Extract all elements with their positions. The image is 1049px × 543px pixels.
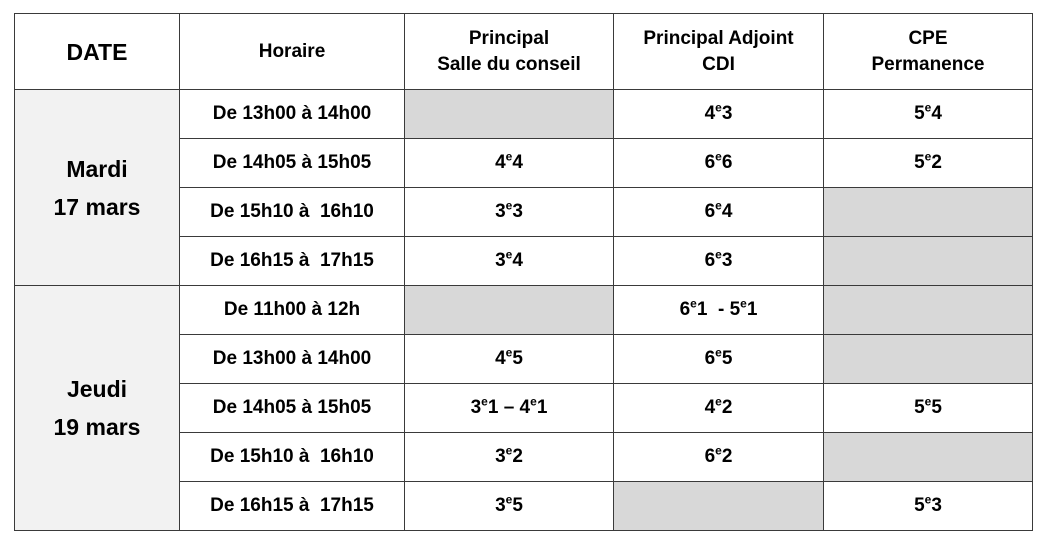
horaire-cell: De 13h00 à 14h00: [180, 335, 405, 384]
principal-cell: 3e2: [405, 433, 614, 482]
day-label-line: 19 mars: [53, 414, 141, 440]
day-label-line: Jeudi: [66, 376, 128, 402]
adjoint-cell-empty: [614, 482, 824, 531]
principal-cell: 4e5: [405, 335, 614, 384]
principal-cell: 3e5: [405, 482, 614, 531]
cpe-cell: 5e4: [824, 90, 1033, 139]
day-cell: [15, 90, 180, 286]
cpe-cell-empty: [824, 237, 1033, 286]
header-row: [15, 14, 1033, 90]
adjoint-cell: 6e6: [614, 139, 824, 188]
cpe-cell-empty: [824, 188, 1033, 237]
header-principal: [405, 14, 614, 90]
adjoint-cell: 6e1 - 5e1: [614, 286, 824, 335]
header-cpe-line1: CPE: [908, 27, 948, 49]
cpe-cell-empty: [824, 335, 1033, 384]
header-adjoint-line2: CDI: [702, 53, 735, 75]
principal-cell: 3e1 – 4e1: [405, 384, 614, 433]
cpe-cell: 5e5: [824, 384, 1033, 433]
horaire-cell: De 13h00 à 14h00: [180, 90, 405, 139]
header-adjoint-line1: Principal Adjoint: [643, 27, 794, 49]
horaire-cell: De 15h10 à 16h10: [180, 188, 405, 237]
day-label-line: Mardi: [66, 155, 128, 182]
horaire-cell: De 11h00 à 12h: [180, 286, 405, 335]
schedule-table: [14, 13, 1033, 531]
horaire-cell: De 14h05 à 15h05: [180, 384, 405, 433]
horaire-cell: De 16h15 à 17h15: [180, 482, 405, 531]
principal-cell-empty: [405, 286, 614, 335]
adjoint-cell: 6e5: [614, 335, 824, 384]
adjoint-cell: 6e4: [614, 188, 824, 237]
adjoint-cell: 4e3: [614, 90, 824, 139]
table-row: [15, 286, 1033, 335]
cpe-cell-empty: [824, 433, 1033, 482]
cpe-cell: 5e3: [824, 482, 1033, 531]
adjoint-cell: 6e3: [614, 237, 824, 286]
header-cpe-line2: Permanence: [871, 53, 985, 75]
table-row: [15, 90, 1033, 139]
header-principal-line1: Principal: [468, 27, 550, 49]
header-principal-line2: Salle du conseil: [437, 53, 581, 75]
header-principal-adjoint: [614, 14, 824, 90]
day-label-line: 17 mars: [53, 193, 141, 220]
horaire-cell: De 15h10 à 16h10: [180, 433, 405, 482]
adjoint-cell: 6e2: [614, 433, 824, 482]
header-horaire: Horaire: [180, 14, 405, 90]
day-cell: [15, 286, 180, 531]
adjoint-cell: 4e2: [614, 384, 824, 433]
cpe-cell-empty: [824, 286, 1033, 335]
horaire-cell: De 16h15 à 17h15: [180, 237, 405, 286]
cpe-cell: 5e2: [824, 139, 1033, 188]
header-date: DATE: [15, 14, 180, 90]
horaire-cell: De 14h05 à 15h05: [180, 139, 405, 188]
principal-cell: 3e4: [405, 237, 614, 286]
header-cpe: [824, 14, 1033, 90]
principal-cell: 3e3: [405, 188, 614, 237]
principal-cell: 4e4: [405, 139, 614, 188]
principal-cell-empty: [405, 90, 614, 139]
